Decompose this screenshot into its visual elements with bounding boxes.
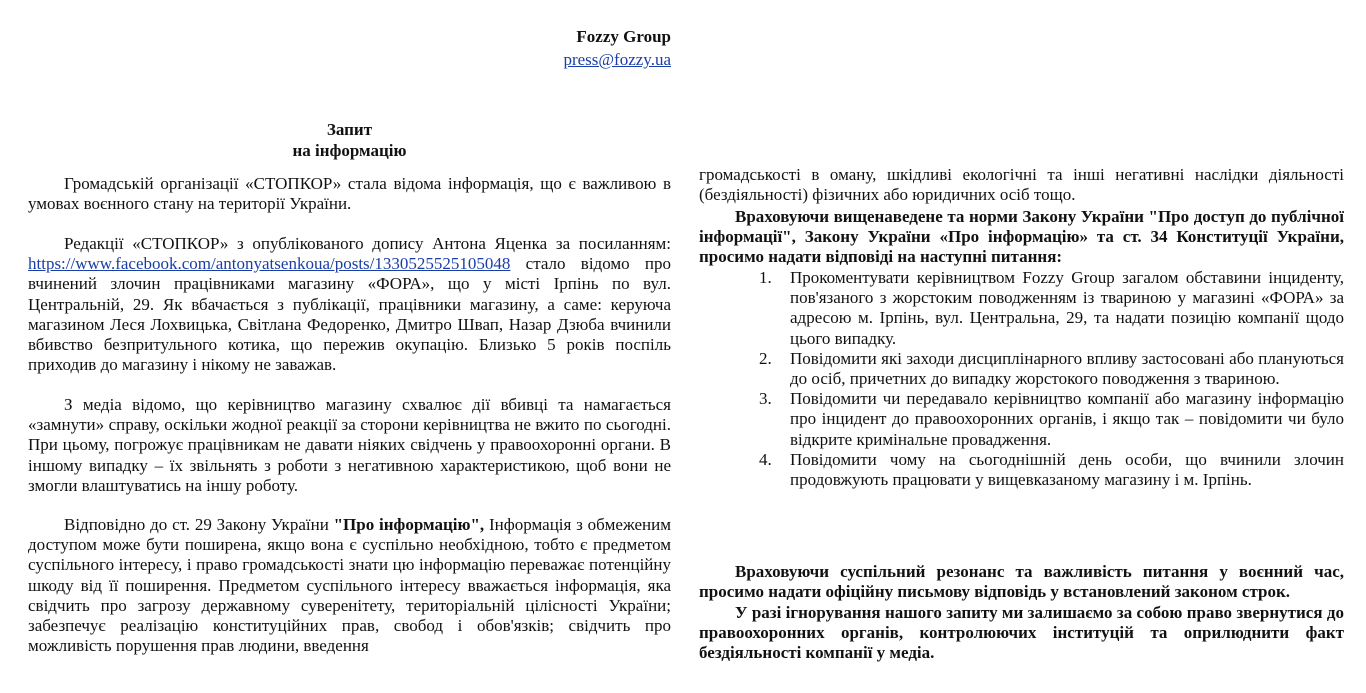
source-details-text: стало відомо про вчинений злочин працівниками магазину «ФОРА», що у місті Ірпінь по вул. Центральній, 29. Як вбачається з публікації, працівники магазину, а саме: керуюча магазином Леся Лохвицька, Світлана Федоренко, Дмитро Швап, Назар Дзюба вчинили вбивство безпритульного котика, що пережив окупацію. Близько 5 років поспіль приходив до магазину і нікому не заважав. xyxy=(28,254,671,375)
source-intro-text: Редакції «СТОПКОР» з опублікованого допису Антона Яценка за посиланням: xyxy=(64,234,671,253)
question-item xyxy=(759,348,1344,389)
right-column xyxy=(699,0,1344,693)
question-item xyxy=(759,389,1344,450)
warning-paragraph: У разі ігнорування нашого запиту ми залишаємо за собою право звернутися до правоохоронних органів, контролюючих інституцій та оприлюднити факт бездіяльності компанії у медіа. xyxy=(699,603,1344,663)
question-number: 4. xyxy=(759,449,772,469)
questions-list xyxy=(759,268,1344,490)
question-item xyxy=(759,449,1344,490)
source-paragraph xyxy=(28,234,671,375)
continuation-paragraph: громадськості в оману, шкідливі екологічні та інші негативні наслідки діяльності (бездіяльності) фізичних або юридичних осіб тощо. xyxy=(699,165,1344,205)
law-name: "Про інформацію", xyxy=(333,515,485,534)
question-number: 2. xyxy=(759,348,772,368)
recipient-email-link[interactable]: press@fozzy.ua xyxy=(563,50,671,69)
recipient-organization: Fozzy Group xyxy=(576,27,671,46)
question-number: 3. xyxy=(759,389,772,409)
resonance-paragraph: Враховуючи суспільний резонанс та важливість питання у воєнний час, просимо надати офіційну письмову відповідь у встановлений законом строк. xyxy=(699,562,1344,602)
title-line-2: на інформацію xyxy=(292,141,407,160)
law-paragraph xyxy=(28,515,671,656)
title-line-1: Запит xyxy=(326,120,373,139)
question-text: Повідомити чому на сьогоднішній день особи, що вчинили злочин продовжують працювати у вищевказаному магазину і м. Ірпінь. xyxy=(790,449,1344,490)
document-title xyxy=(28,119,671,161)
facebook-post-link[interactable]: https://www.facebook.com/antonyatsenkoua/posts/1330525525105048 xyxy=(28,254,511,274)
question-text: Повідомити чи передавало керівництво компанії або магазину інформацію про інцидент до правоохоронних органів, і якщо так – повідомити чи було відкрите кримінальне провадження. xyxy=(790,389,1344,449)
question-text: Повідомити які заходи дисциплінарного впливу застосовані або плануються до осіб, причетних до випадку жорстокого поводження з твариною. xyxy=(790,348,1344,389)
media-paragraph: З медіа відомо, що керівництво магазину схвалює дії вбивці та намагається «замнути» справу, оскільки жодної реакції за сторони керівництва не вжито по сьогодні. При цьому, погрожує працівникам не давати ніяких свідчень у правоохоронні органи. В іншому випадку – їх звільнять з роботи з негативною характеристикою, щоб вони не змогли влаштуватись на іншу роботу. xyxy=(28,395,671,495)
law-intro-text: Відповідно до ст. 29 Закону України xyxy=(64,515,334,534)
request-paragraph: Враховуючи вищенаведене та норми Закону України "Про доступ до публічної інформації", Закону України «Про інформацію» та ст. 34 Конституції України, просимо надати відповіді на наступні питання: xyxy=(699,207,1344,267)
intro-paragraph: Громадській організації «СТОПКОР» стала відома інформація, що є важливою в умовах воєнного стану на території України. xyxy=(28,174,671,214)
question-text: Прокоментувати керівництвом Fozzy Group загалом обставини інциденту, пов'язаного з жорстоким поводженням із твариною у магазині «ФОРА» за адресою м. Ірпінь, вул. Центральна, 29, та надати позицію компанії щодо цього випадку. xyxy=(790,268,1344,348)
question-item xyxy=(759,268,1344,349)
left-column xyxy=(28,0,671,693)
question-number: 1. xyxy=(759,268,772,287)
law-details-text: Інформація з обмеженим доступом може бути поширена, якщо вона є суспільно необхідною, тобто є предметом суспільного інтересу, і право громадськості знати цю інформацію переважає потенційну шкоду від її поширення. Предметом суспільного інтересу вважається інформація, яка свідчить про загрозу державному суверенітету, територіальній цілісності України; забезпечує реалізацію конституційних прав, свобод і обов'язків; свідчить про можливість порушення прав людини, введення xyxy=(28,515,671,656)
